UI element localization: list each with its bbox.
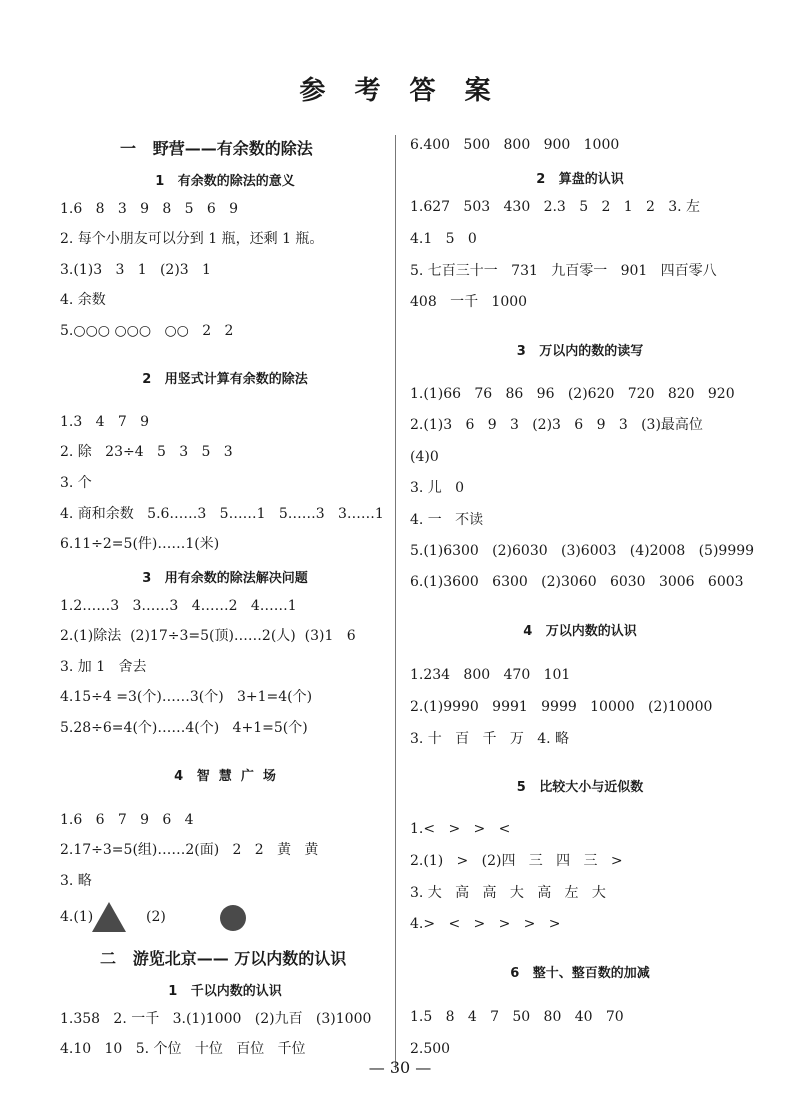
answer-line: 1.358 2. 一千 3.(1)1000 (2)九百 (3)1000 [60,1011,372,1027]
answer-line: 2.(1) > (2)四 三 四 三 > [410,853,623,869]
subsection-2-6-title: 6 整十、整百数的加减 [510,966,650,981]
answer-line: 3. 十 百 千 万 4. 略 [410,731,570,747]
answer-line: 4.10 10 5. 个位 十位 百位 千位 [60,1041,306,1057]
answer-label: 4.(1) [60,909,94,925]
answer-line: 4.1 5 0 [410,231,477,247]
subsection-2-1-title: 1 千以内数的认识 [168,984,282,999]
answer-line: 4. 一 不读 [410,512,484,528]
answer-line: 1.(1)66 76 86 96 (2)620 720 820 920 [410,386,735,402]
answer-line: 1.3 4 7 9 [60,414,150,430]
answer-line: 1.< > > < [410,821,511,837]
answer-line: 3. 略 [60,873,92,889]
answer-line: 4.15÷4 =3(个)……3(个) 3+1=4(个) [60,689,313,705]
answer-line: 3. 儿 0 [410,480,465,496]
answer-line: 1.234 800 470 101 [410,667,571,683]
answer-line: (4)0 [410,449,439,465]
answer-line: 1.5 8 4 7 50 80 40 70 [410,1009,624,1025]
circle-shape [220,905,246,931]
answer-line: 2. 除 23÷4 5 3 5 3 [60,444,233,460]
subsection-2-5-title: 5 比较大小与近似数 [516,780,644,795]
answer-line: 2.17÷3=5(组)……2(面) 2 2 黄 黄 [60,842,319,858]
answer-line: 2. 每个小朋友可以分到 1 瓶，还剩 1 瓶。 [60,231,324,247]
column-divider [395,135,396,1070]
subsection-2-2-title: 2 算盘的认识 [536,172,624,187]
subsection-1-4-title: 4 智 慧 广 场 [174,769,276,784]
page-number: — 30 — [368,1058,432,1077]
answer-line: 2.(1)9990 9991 9999 10000 (2)10000 [410,699,713,715]
answer-line: 6.11÷2=5(件)……1(米) [60,536,220,552]
answer-line: 1.627 503 430 2.3 5 2 1 2 3. 左 [410,199,701,215]
answer-line: 5. 七百三十一 731 九百零一 901 四百零八 [410,263,717,279]
answer-line: 3.(1)3 3 1 (2)3 1 [60,262,211,278]
subsection-2-4-title: 4 万以内数的认识 [523,624,637,639]
subsection-1-3-title: 3 用有余数的除法解决问题 [142,571,308,586]
answer-line: 5.○○○ ○○○ ○○ 2 2 [60,323,234,339]
answer-line: 2.(1)3 6 9 3 (2)3 6 9 3 (3)最高位 [410,417,703,433]
answer-line: 6.400 500 800 900 1000 [410,137,620,153]
answer-line: 2.500 [410,1041,451,1057]
answer-line: 6.(1)3600 6300 (2)3060 6030 3006 6003 [410,574,744,590]
answer-line: 408 一千 1000 [410,294,528,310]
shape-answers [60,902,260,932]
answer-line: 4. 余数 [60,292,106,308]
answer-line: 2.(1)除法 (2)17÷3=5(顶)……2(人) (3)1 6 [60,628,356,644]
triangle-shape [92,902,126,932]
section-2-title: 二 游览北京—— 万以内数的认识 [100,949,347,968]
answer-line: 4.> < > > > > [410,916,561,932]
answer-line: 1.6 8 3 9 8 5 6 9 [60,201,239,217]
page-title: 参 考 答 案 [299,76,501,106]
subsection-1-2-title: 2 用竖式计算有余数的除法 [142,372,308,387]
answer-line: 1.6 6 7 9 6 4 [60,812,194,828]
answer-line: 1.2……3 3……3 4……2 4……1 [60,598,297,614]
answer-line: 5.(1)6300 (2)6030 (3)6003 (4)2008 (5)9999 [410,543,755,559]
subsection-1-1-title: 1 有余数的除法的意义 [155,174,295,189]
answer-label: (2) [146,909,166,925]
subsection-2-3-title: 3 万以内的数的读写 [516,344,644,359]
answer-line: 4. 商和余数 5.6……3 5……1 5……3 3……1 [60,506,384,522]
answer-line: 5.28÷6=4(个)……4(个) 4+1=5(个) [60,720,308,736]
section-1-title: 一 野营——有余数的除法 [120,139,313,158]
answer-line: 3. 加 1 舍去 [60,659,147,675]
answer-line: 3. 大 高 高 大 高 左 大 [410,885,606,901]
answer-line: 3. 个 [60,475,92,491]
